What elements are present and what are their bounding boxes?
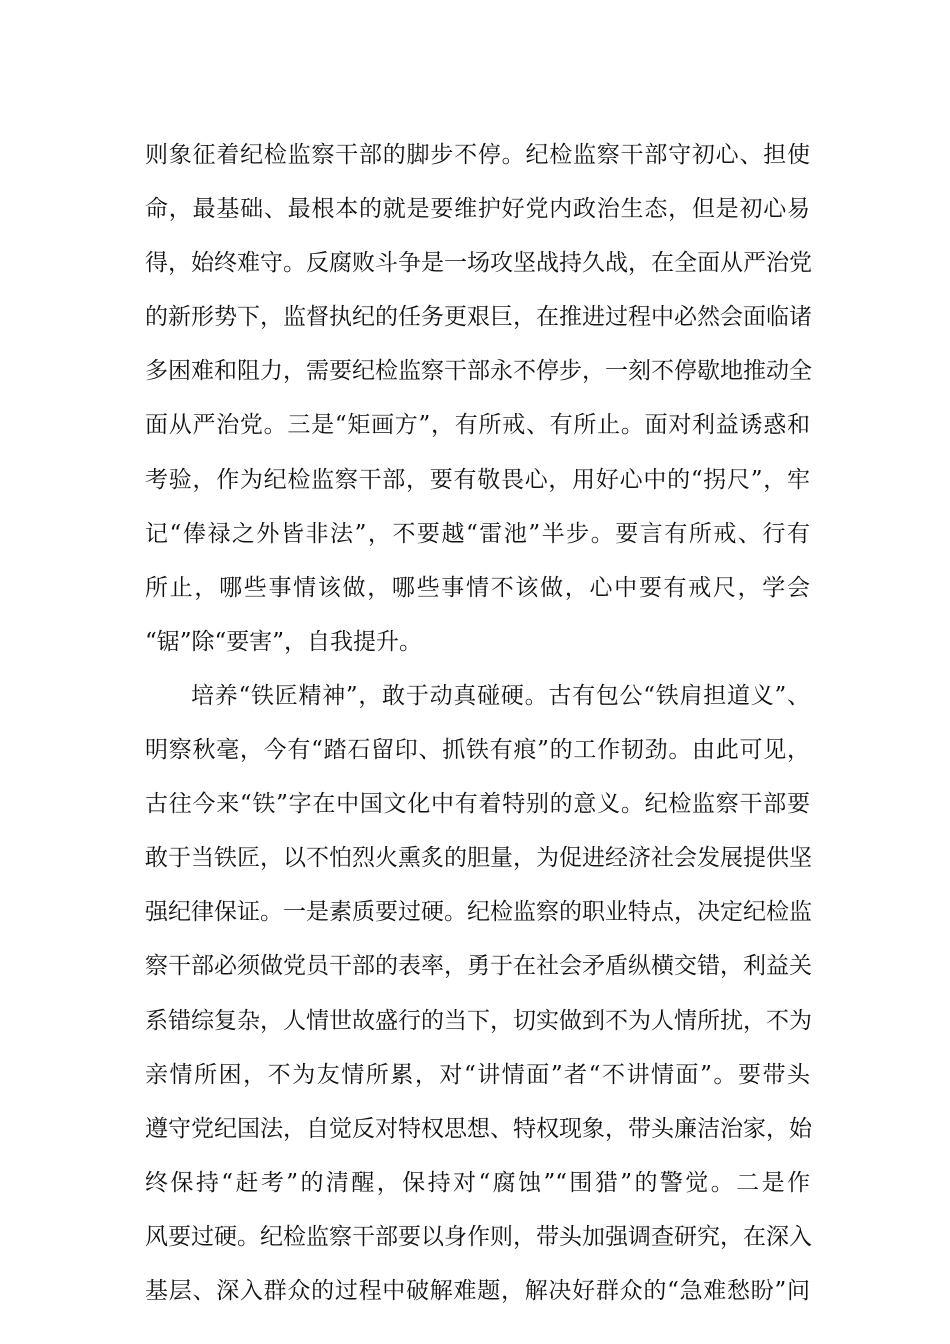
text-line: 的新形势下，监督执纪的任务更艰巨，在推进过程中必然会面临诸 xyxy=(145,304,812,331)
body-text xyxy=(145,128,810,1318)
text-line: 终保持“赶考”的清醒，保持对“腐蚀”“围猎”的警觉。二是作 xyxy=(145,1169,810,1196)
text-line: 得，始终难守。反腐败斗争是一场攻坚战持久战，在全面从严治党 xyxy=(145,250,812,277)
text-line: 命，最基础、最根本的就是要维护好党内政治生态，但是初心易 xyxy=(145,196,810,223)
text-line: 察干部必须做党员干部的表率，勇于在社会矛盾纵横交错，利益关 xyxy=(145,953,812,980)
text-line: 敢于当铁匠，以不怕烈火熏炙的胆量，为促进经济社会发展提供坚 xyxy=(145,845,812,872)
paragraph-end-line: “锯”除“要害”，自我提升。 xyxy=(145,628,423,655)
paragraph-start-line: 培养“铁匠精神”，敢于动真碰硬。古有包公“铁肩担道义”、 xyxy=(191,682,810,709)
text-line: 基层、深入群众的过程中破解难题，解决好群众的“急难愁盼”问 xyxy=(145,1277,810,1304)
text-line: 明察秋毫，今有“踏石留印、抓铁有痕”的工作韧劲。由此可见， xyxy=(145,737,810,764)
text-line: 强纪律保证。一是素质要过硬。纪检监察的职业特点，决定纪检监 xyxy=(145,899,812,926)
text-line: 考验，作为纪检监察干部，要有敬畏心，用好心中的“拐尺”，牢 xyxy=(145,466,810,493)
text-line: 记“俸禄之外皆非法”，不要越“雷池”半步。要言有所戒、行有 xyxy=(145,520,810,547)
text-line: 遵守党纪国法，自觉反对特权思想、特权现象，带头廉洁治家，始 xyxy=(145,1115,812,1142)
text-line: 则象征着纪检监察干部的脚步不停。纪检监察干部守初心、担使 xyxy=(145,142,810,168)
text-line: 古往今来“铁”字在中国文化中有着特别的意义。纪检监察干部要 xyxy=(145,791,810,818)
text-line: 风要过硬。纪检监察干部要以身作则，带头加强调查研究，在深入 xyxy=(145,1223,812,1250)
text-line: 多困难和阻力，需要纪检监察干部永不停步，一刻不停歇地推动全 xyxy=(145,358,812,385)
text-line: 系错综复杂，人情世故盛行的当下，切实做到不为人情所扰，不为 xyxy=(145,1007,812,1034)
text-line: 亲情所困，不为友情所累，对“讲情面”者“不讲情面”。要带头 xyxy=(145,1061,810,1088)
text-line: 面从严治党。三是“矩画方”，有所戒、有所止。面对利益诱惑和 xyxy=(145,412,810,439)
text-line: 所止，哪些事情该做，哪些事情不该做，心中要有戒尺，学会 xyxy=(145,574,810,601)
